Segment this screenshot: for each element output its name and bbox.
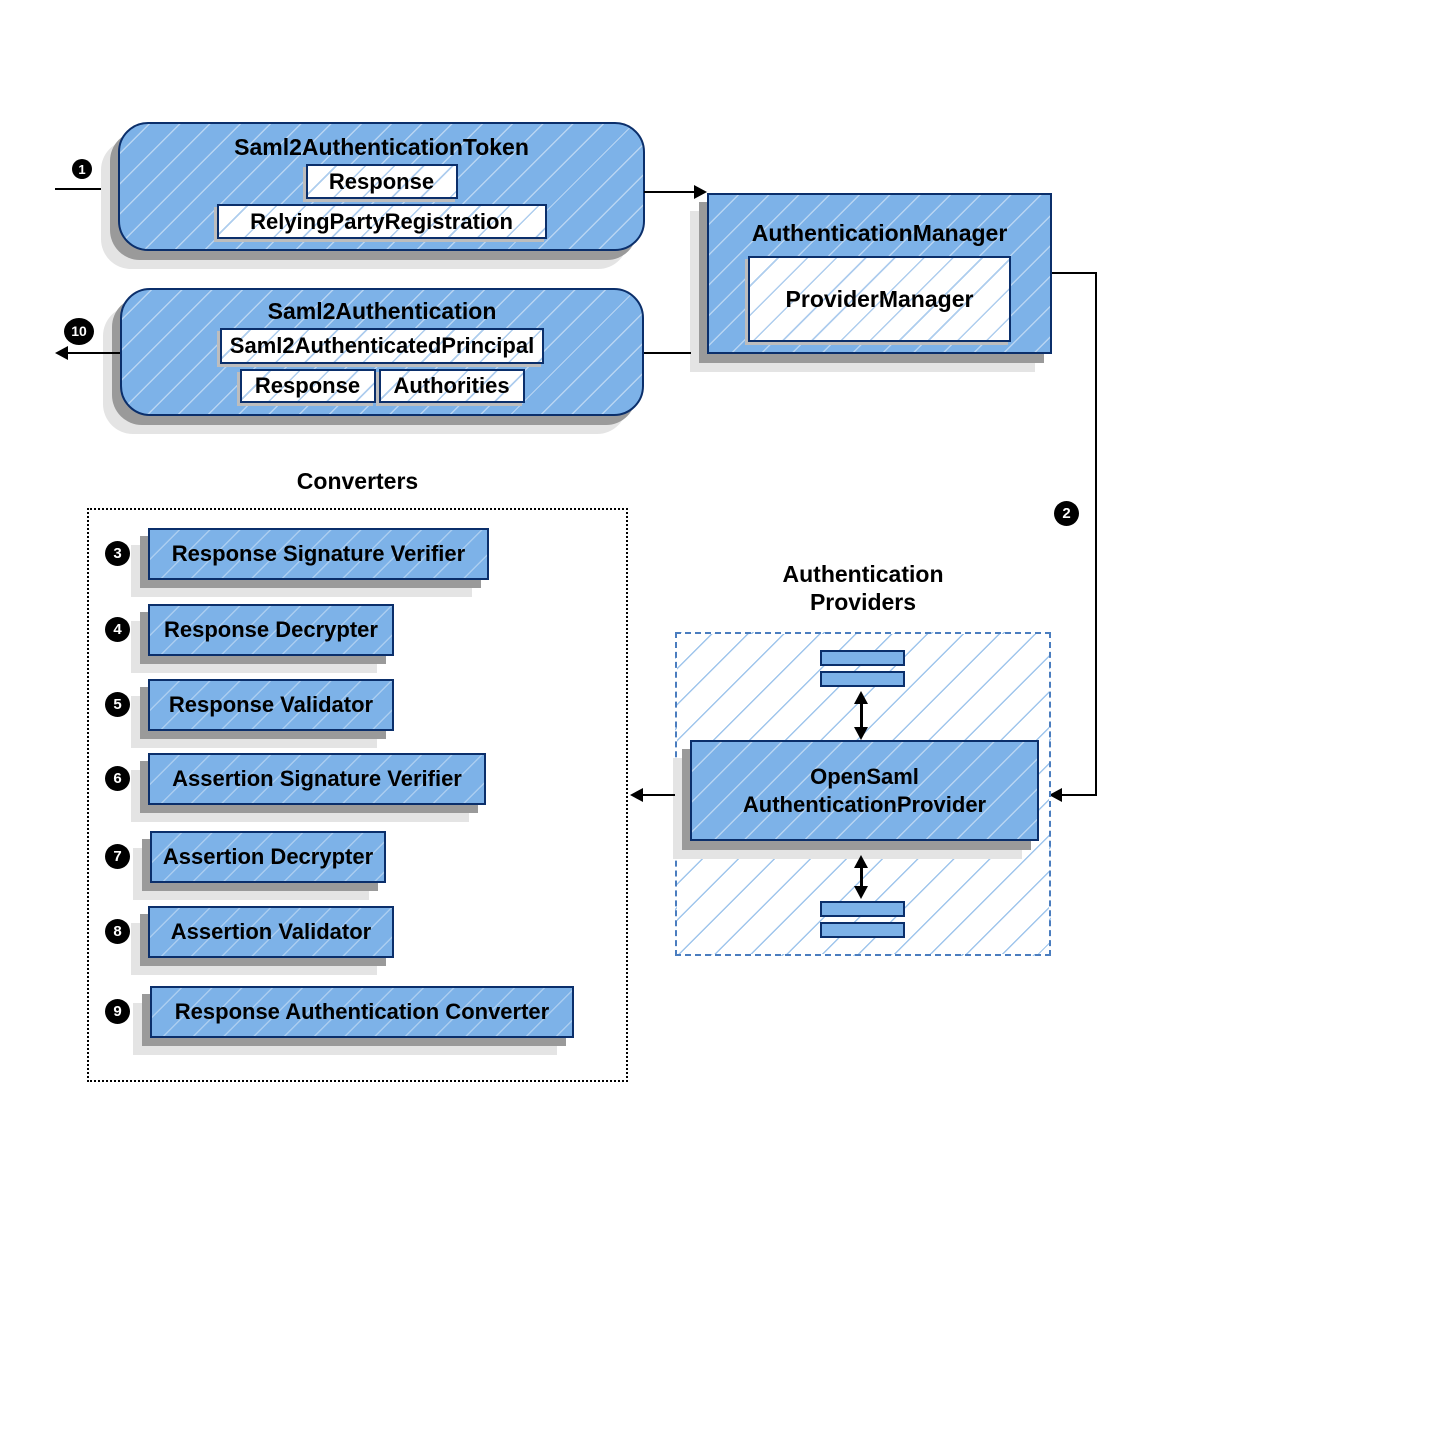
converter-assertion-validator: Assertion Validator bbox=[148, 906, 394, 958]
converter-response-signature-verifier: Response Signature Verifier bbox=[148, 528, 489, 580]
provider-link-line bbox=[860, 867, 863, 887]
converter-badge-3: 3 bbox=[105, 541, 130, 566]
opensaml-authentication-provider-box bbox=[690, 740, 1039, 841]
converter-badge-5: 5 bbox=[105, 692, 130, 717]
authmanager-to-saml2authentication-line bbox=[644, 352, 691, 354]
token-to-authmanager-line bbox=[644, 191, 694, 193]
authentication-manager-title: AuthenticationManager bbox=[751, 220, 1008, 246]
converters-title: Converters bbox=[296, 468, 419, 494]
authmanager-exit-line bbox=[1052, 272, 1097, 274]
step2-vertical-line bbox=[1095, 272, 1097, 796]
converter-badge-6: 6 bbox=[105, 766, 130, 791]
provider-placeholder-bar bbox=[820, 671, 905, 687]
opensaml-title-line2: AuthenticationProvider bbox=[742, 791, 987, 817]
step10-arrowhead-icon bbox=[55, 346, 68, 360]
provider-link-up-arrowhead-icon bbox=[854, 691, 868, 704]
authentication-providers-title bbox=[675, 560, 1051, 616]
saml2-authentication-title: Saml2Authentication bbox=[267, 298, 497, 324]
saml2-authentication-field-row bbox=[122, 369, 642, 403]
converter-badge-8: 8 bbox=[105, 919, 130, 944]
token-relying-party-registration-field: RelyingPartyRegistration bbox=[217, 204, 547, 239]
provider-link-down-arrowhead-icon bbox=[854, 886, 868, 899]
step10-output-line bbox=[67, 352, 120, 354]
provider-placeholder-bar bbox=[820, 901, 905, 917]
authentication-providers-title-line2: Providers bbox=[809, 589, 917, 615]
converter-response-validator: Response Validator bbox=[148, 679, 394, 731]
saml2-authorities-field: Authorities bbox=[379, 369, 525, 403]
saml2-authentication-token-box bbox=[118, 122, 645, 251]
converter-badge-7: 7 bbox=[105, 844, 130, 869]
provider-manager-field: ProviderManager bbox=[748, 256, 1011, 342]
provider-to-converters-line bbox=[642, 794, 675, 796]
converter-assertion-signature-verifier: Assertion Signature Verifier bbox=[148, 753, 486, 805]
saml2-authenticated-principal-field: Saml2AuthenticatedPrincipal bbox=[220, 328, 544, 364]
provider-placeholder-bar bbox=[820, 650, 905, 666]
token-to-authmanager-arrowhead-icon bbox=[694, 185, 707, 199]
authentication-manager-box bbox=[707, 193, 1052, 354]
step1-badge: 1 bbox=[72, 159, 92, 179]
authentication-providers-title-line1: Authentication bbox=[782, 561, 944, 587]
step10-badge: 10 bbox=[64, 318, 94, 345]
converter-assertion-decrypter: Assertion Decrypter bbox=[150, 831, 386, 883]
provider-link-down-arrowhead-icon bbox=[854, 727, 868, 740]
converter-response-authentication-converter: Response Authentication Converter bbox=[150, 986, 574, 1038]
opensaml-title-line1: OpenSaml bbox=[810, 763, 919, 789]
saml2-authentication-box bbox=[120, 288, 644, 416]
step2-entry-line bbox=[1061, 794, 1097, 796]
converter-badge-4: 4 bbox=[105, 617, 130, 642]
saml2-authentication-token-title: Saml2AuthenticationToken bbox=[234, 134, 529, 160]
step2-badge: 2 bbox=[1054, 501, 1079, 526]
provider-placeholder-bar bbox=[820, 922, 905, 938]
converter-response-decrypter: Response Decrypter bbox=[148, 604, 394, 656]
step1-input-line bbox=[55, 188, 118, 190]
converter-badge-9: 9 bbox=[105, 999, 130, 1024]
provider-link-up-arrowhead-icon bbox=[854, 855, 868, 868]
token-response-field: Response bbox=[306, 164, 458, 199]
provider-to-converters-arrowhead-icon bbox=[630, 788, 643, 802]
provider-link-line bbox=[860, 703, 863, 728]
saml2-response-field: Response bbox=[240, 369, 376, 403]
